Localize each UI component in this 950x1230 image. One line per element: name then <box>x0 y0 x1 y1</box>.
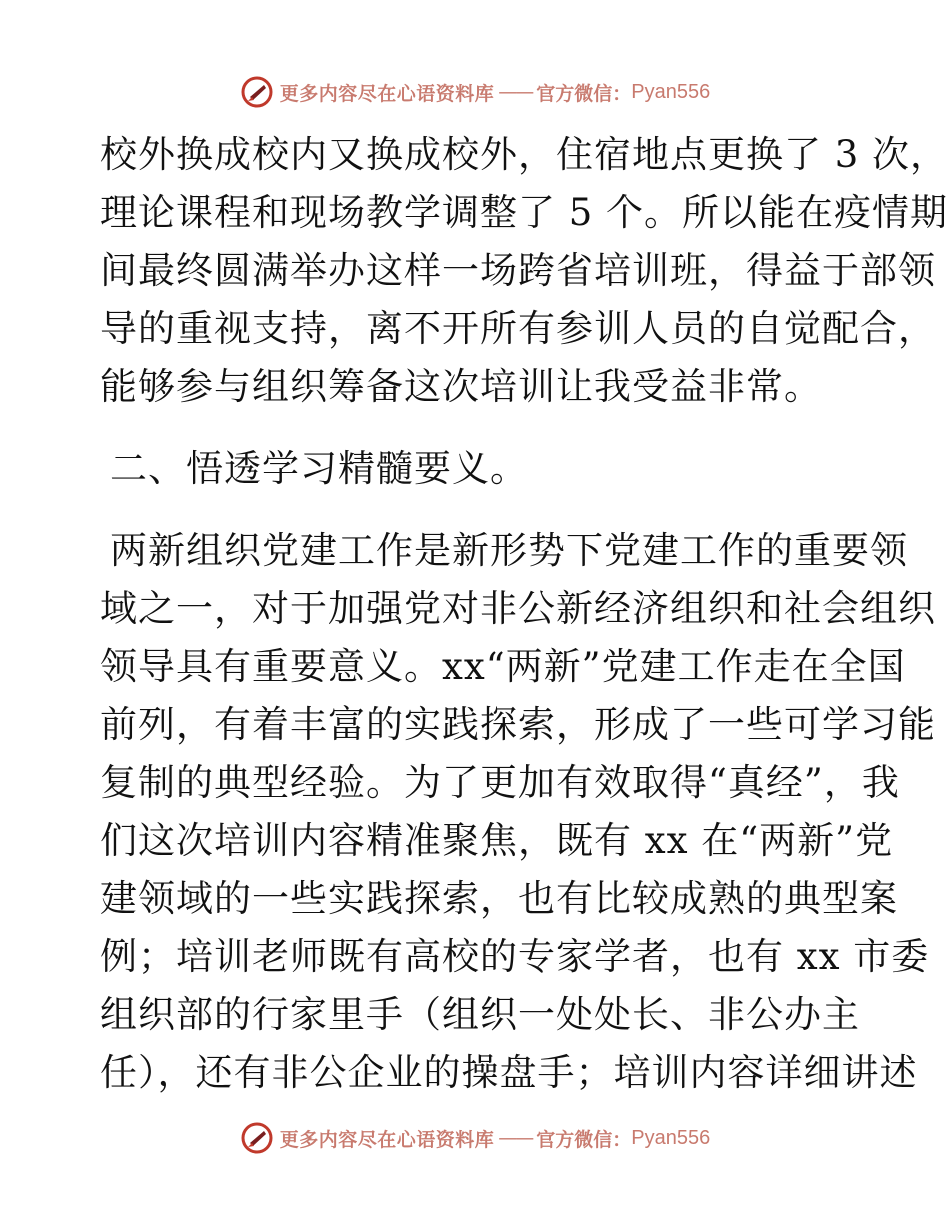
text-line: 任），还有非公企业的操盘手；培训内容详细讲述 <box>100 1051 918 1094</box>
document-body <box>100 126 949 1102</box>
logo-icon <box>240 75 274 109</box>
text-line: 领导具有重要意义。xx“两新”党建工作走在全国 <box>100 645 906 688</box>
text-line: 导的重视支持，离不开所有参训人员的自觉配合， <box>100 307 936 350</box>
text-line: 理论课程和现场教学调整了 5 个。所以能在疫情期 <box>100 191 949 234</box>
text-line: 间最终圆满举办这样一场跨省培训班，得益于部领 <box>100 249 936 292</box>
text-line: 能够参与组织筹备这次培训让我受益非常。 <box>100 365 822 408</box>
text-line: 复制的典型经验。为了更加有效取得“真经”，我 <box>100 761 900 804</box>
paragraph-2 <box>100 522 936 1102</box>
text-line: 们这次培训内容精准聚焦，既有 xx 在“两新”党 <box>100 819 894 862</box>
banner-wechat-label: 官方微信： <box>536 1128 632 1151</box>
banner-wechat-id: Pyan556 <box>631 80 711 103</box>
text-line: 建领域的一些实践探索，也有比较成熟的典型案 <box>100 877 898 920</box>
section-heading: 二、悟透学习精髓要义。 <box>110 447 528 490</box>
footer-watermark <box>0 1118 950 1158</box>
text-line: 组织部的行家里手（组织一处处长、非公办主 <box>100 993 860 1036</box>
logo-icon <box>240 1121 274 1155</box>
text-line: 前列，有着丰富的实践探索，形成了一些可学习能 <box>100 703 936 746</box>
header-watermark <box>0 72 950 112</box>
banner-wechat-label: 官方微信： <box>536 82 632 105</box>
banner-dash: —— <box>498 81 533 103</box>
text-line: 例；培训老师既有高校的专家学者，也有 xx 市委 <box>100 935 930 978</box>
banner-dash: —— <box>498 1127 533 1149</box>
paragraph-1 <box>100 126 949 416</box>
text-line: 域之一，对于加强党对非公新经济组织和社会组织 <box>100 587 936 630</box>
text-line: 校外换成校内又换成校外，住宿地点更换了 3 次， <box>100 133 949 176</box>
banner-main-text: 更多内容尽在心语资料库 <box>279 82 495 105</box>
text-line: 两新组织党建工作是新形势下党建工作的重要领 <box>110 529 908 572</box>
banner-wechat-id: Pyan556 <box>631 1126 711 1149</box>
banner-main-text: 更多内容尽在心语资料库 <box>279 1128 495 1151</box>
